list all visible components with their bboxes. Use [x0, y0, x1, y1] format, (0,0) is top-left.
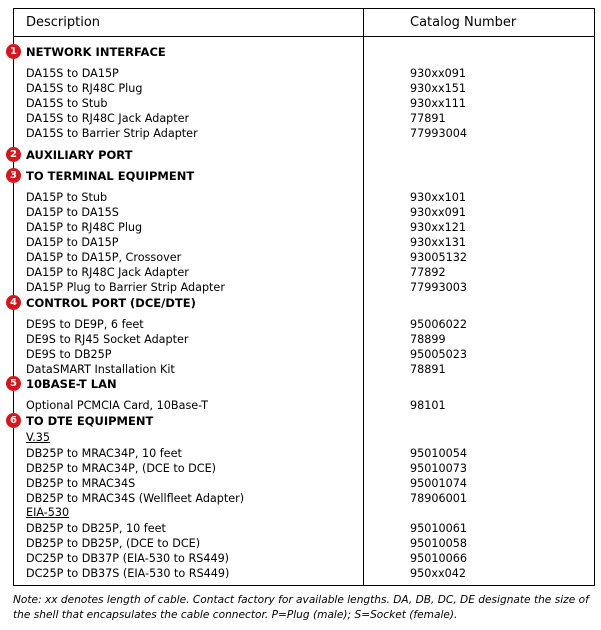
table-row [14, 551, 594, 566]
row-description: Optional PCMCIA Card, 10Base-T [26, 399, 208, 412]
row-catalog-number: 77892 [410, 266, 446, 279]
table-row [14, 280, 594, 295]
row-catalog-number: 950xx042 [410, 567, 466, 580]
table-row [14, 81, 594, 96]
row-description: DA15P to RJ48C Plug [26, 221, 143, 234]
row-catalog-number: 77891 [410, 112, 446, 125]
row-description: DA15S to RJ48C Jack Adapter [26, 112, 190, 125]
row-catalog-number: 930xx131 [410, 236, 466, 249]
row-catalog-number: 77993004 [410, 127, 467, 140]
section-heading [10, 147, 354, 163]
row-catalog-number: 95006022 [410, 318, 467, 331]
section-title: NETWORK INTERFACE [26, 45, 166, 59]
table-row [14, 476, 594, 491]
table-row [14, 362, 594, 377]
section-heading [10, 376, 354, 392]
row-description: DE9S to DB25P [26, 348, 112, 361]
row-catalog-number: 78891 [410, 363, 446, 376]
header-description: Description [26, 15, 101, 30]
table-row [14, 446, 594, 461]
row-description: DE9S to DE9P, 6 feet [26, 318, 144, 331]
row-description: DA15S to DA15P [26, 67, 119, 80]
row-description: DC25P to DB37S (EIA-530 to RS449) [26, 567, 230, 580]
section-heading [10, 168, 354, 184]
row-description: DA15P to DA15S [26, 206, 119, 219]
row-description: DB25P to MRAC34S [26, 477, 136, 490]
row-description: DA15S to RJ48C Plug [26, 82, 143, 95]
row-catalog-number: 95005023 [410, 348, 467, 361]
table-row [14, 111, 594, 126]
section-title: TO DTE EQUIPMENT [26, 414, 154, 428]
row-catalog-number: 930xx111 [410, 97, 466, 110]
section-title: AUXILIARY PORT [26, 148, 133, 162]
row-description: DA15S to Stub [26, 97, 108, 110]
row-catalog-number: 78906001 [410, 492, 467, 505]
table-row [14, 491, 594, 506]
section-heading [10, 44, 354, 60]
row-description: DB25P to DB25P, 10 feet [26, 522, 166, 535]
table-row [14, 317, 594, 332]
section-number-badge: 5 [6, 376, 21, 391]
section-number-badge: 1 [6, 44, 21, 59]
section-heading [10, 295, 354, 311]
row-description: DB25P to MRAC34P, (DCE to DCE) [26, 462, 217, 475]
row-catalog-number: 95010058 [410, 537, 467, 550]
header-catalog-number: Catalog Number [410, 15, 517, 30]
row-description: DB25P to DB25P, (DCE to DCE) [26, 537, 201, 550]
row-description: DA15P to Stub [26, 191, 108, 204]
row-catalog-number: 930xx151 [410, 82, 466, 95]
section-number-badge: 3 [6, 168, 21, 183]
row-description: DB25P to MRAC34S (Wellfleet Adapter) [26, 492, 245, 505]
row-description: DA15P to RJ48C Jack Adapter [26, 266, 189, 279]
catalog-table [10, 8, 595, 586]
row-catalog-number: 930xx091 [410, 67, 466, 80]
row-catalog-number: 95010066 [410, 552, 467, 565]
table-row [14, 521, 594, 536]
row-description: DA15P to DA15P, Crossover [26, 251, 182, 264]
table-row [14, 190, 594, 205]
table-row [14, 250, 594, 265]
subsection-title: V.35 [26, 431, 51, 444]
row-catalog-number: 930xx121 [410, 221, 466, 234]
table-row [14, 461, 594, 476]
table-row [14, 265, 594, 280]
section-title: 10BASE-T LAN [26, 377, 117, 391]
table-row [14, 205, 594, 220]
row-description: DE9S to RJ45 Socket Adapter [26, 333, 189, 346]
row-catalog-number: 95010073 [410, 462, 467, 475]
table-row [14, 536, 594, 551]
row-catalog-number: 78899 [410, 333, 446, 346]
section-title: TO TERMINAL EQUIPMENT [26, 169, 195, 183]
table-row [14, 220, 594, 235]
header-rule [14, 36, 594, 37]
table-row [14, 66, 594, 81]
row-description: DA15S to Barrier Strip Adapter [26, 127, 198, 140]
table-row [14, 96, 594, 111]
top-rule [14, 8, 363, 9]
table-row [14, 347, 594, 362]
row-description: DA15P to DA15P [26, 236, 119, 249]
row-catalog-number: 77993003 [410, 281, 467, 294]
row-description: DataSMART Installation Kit [26, 363, 175, 376]
table-row [14, 235, 594, 250]
row-catalog-number: 95010054 [410, 447, 467, 460]
row-description: DB25P to MRAC34P, 10 feet [26, 447, 182, 460]
row-catalog-number: 95010061 [410, 522, 467, 535]
row-catalog-number: 95001074 [410, 477, 467, 490]
section-title: CONTROL PORT (DCE/DTE) [26, 296, 196, 310]
section-heading [10, 413, 354, 429]
table-row [14, 566, 594, 581]
subsection-title: EIA-530 [26, 506, 70, 519]
footnote: Note: xx denotes length of cable. Contact factory for available lengths. DA, DB, DC, DE designate the size of the shell that encapsulates the cable connector. P=Plug (male); S=Socket (female). [13, 594, 589, 621]
row-catalog-number: 930xx101 [410, 191, 466, 204]
table-row [14, 398, 594, 413]
row-description: DA15P Plug to Barrier Strip Adapter [26, 281, 225, 294]
row-description: DC25P to DB37P (EIA-530 to RS449) [26, 552, 230, 565]
row-catalog-number: 98101 [410, 399, 446, 412]
row-catalog-number: 930xx091 [410, 206, 466, 219]
table-row [14, 332, 594, 347]
row-catalog-number: 93005132 [410, 251, 467, 264]
table-row [14, 126, 594, 141]
section-number-badge: 6 [6, 413, 21, 428]
section-number-badge: 2 [6, 147, 21, 162]
section-number-badge: 4 [6, 295, 21, 310]
